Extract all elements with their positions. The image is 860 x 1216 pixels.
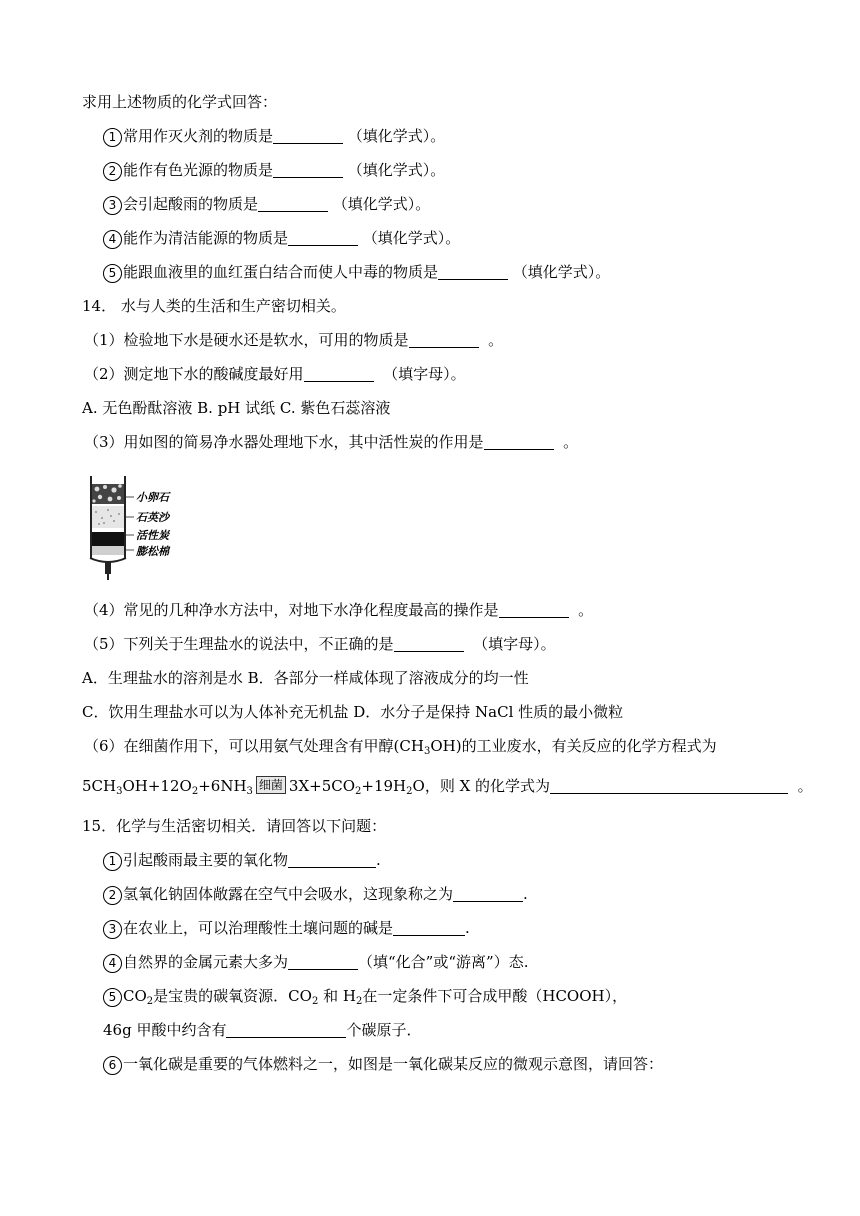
answer-blank[interactable] [258,195,328,212]
q15-title: 15．化学与生活密切相关．请回答以下问题： [82,817,387,835]
activated-carbon-layer [92,532,124,546]
intro-text: 求用上述物质的化学式回答： [82,93,278,111]
label-pebbles: 小卵石 [136,491,169,504]
quartz-sand-layer [92,506,124,528]
circled-number: 5 [103,264,122,283]
answer-blank[interactable] [288,953,358,970]
circled-number: 3 [103,920,122,939]
answer-blank[interactable] [409,331,479,348]
q13-item-5: 5 能跟血液里的血红蛋白结合而使人中毒的物质是 （填化学式）。 [103,262,610,283]
answer-blank[interactable] [453,885,523,902]
answer-blank[interactable] [273,127,343,144]
outlet-spout [105,562,111,574]
circled-number: 4 [103,954,122,973]
label-quartz-sand: 石英沙 [136,511,169,524]
q13-item-2: 2 能作有色光源的物质是 （填化学式）。 [103,160,445,181]
answer-blank[interactable] [226,1021,346,1038]
q14-part-5-options-ab: A．生理盐水的溶剂是水 B．各部分一样咸体现了溶液成分的均一性 [82,669,529,687]
q15-item-5-line-2: 46g 甲酸中约含有 个碳原子． [103,1021,422,1039]
reactants: $5CH_3OH+12O_2+6NH_3$ [82,777,253,797]
q13-item-1: 1 常用作灭火剂的物质是 （填化学式）。 [103,126,445,147]
q14-part-6: （6）在细菌作用下，可以用氨气处理含有甲醇$(CH_3OH)$的工业废水，有关反应的化学方程式为 [84,737,717,757]
answer-blank[interactable] [288,229,358,246]
q14-equation-line: $5CH_3OH+12O_2+6NH_3$ 细菌 $3X+5CO_2+19H_2O$，则 X 的化学式为 。 [82,777,813,797]
answer-blank[interactable] [438,263,508,280]
circled-number: 6 [103,1056,122,1075]
q15-item-3: 3 在农业上，可以治理酸性土壤问题的碱是 . [103,918,470,939]
q14-part-3: （3）用如图的简易净水器处理地下水，其中活性炭的作用是 。 [84,433,579,451]
q15-item-2: 2 氢氧化钠固体敞露在空气中会吸水，这现象称之为 . [103,884,528,905]
q15-item-5: 5 $CO_2$是宝贵的碳氧资源．$CO_2$ 和 $H_2$在一定条件下可合成甲酸（HCOOH）， [103,986,627,1007]
answer-blank[interactable] [499,601,569,618]
circled-number: 2 [103,886,122,905]
answer-blank[interactable] [273,161,343,178]
circled-number: 5 [103,988,122,1007]
q15-item-6: 6 一氧化碳是重要的气体燃料之一，如图是一氧化碳某反应的微观示意图，请回答： [103,1054,663,1075]
circled-number: 1 [103,852,122,871]
circled-number: 1 [103,128,122,147]
cotton-layer [92,546,124,555]
q13-item-4: 4 能作为清洁能源的物质是 （填化学式）。 [103,228,460,249]
circled-number: 2 [103,162,122,181]
products: $3X+5CO_2+19H_2O$ [288,777,425,797]
q14-title: 14． 水与人类的生活和生产密切相关。 [82,297,346,315]
answer-blank[interactable] [288,851,376,868]
answer-blank[interactable] [484,433,554,450]
answer-blank[interactable] [550,777,788,794]
q14-part-1: （1）检验地下水是硬水还是软水，可用的物质是 。 [84,331,504,349]
circled-number: 4 [103,230,122,249]
label-cotton: 膨松棉 [136,545,169,558]
q14-part-4: （4）常见的几种净水方法中，对地下水净化程度最高的操作是 。 [84,601,594,619]
circled-number: 3 [103,196,122,215]
answer-blank[interactable] [393,919,465,936]
answer-blank[interactable] [394,635,464,652]
q14-part-5: （5）下列关于生理盐水的说法中，不正确的是 （填字母）。 [84,635,556,653]
q14-part-2-options: A. 无色酚酞溶液 B. pH 试纸 C. 紫色石蕊溶液 [82,399,391,417]
q15-item-1: 1 引起酸雨最主要的氧化物 . [103,850,381,871]
q13-item-3: 3 会引起酸雨的物质是 （填化学式）。 [103,194,430,215]
q14-part-2: （2）测定地下水的酸碱度最好用 （填字母）。 [84,365,466,383]
q14-part-5-options-cd: C．饮用生理盐水可以为人体补充无机盐 D．水分子是保持 NaCl 性质的最小微粒 [82,703,624,721]
pebble-layer [92,484,124,504]
q15-item-4: 4 自然界的金属元素大多为 （填“化合”或“游离”）态. [103,952,528,973]
answer-blank[interactable] [304,365,374,382]
water-filter-diagram [84,474,196,584]
label-activated-carbon: 活性炭 [136,529,169,542]
reaction-condition-label: 细菌 [256,776,286,794]
